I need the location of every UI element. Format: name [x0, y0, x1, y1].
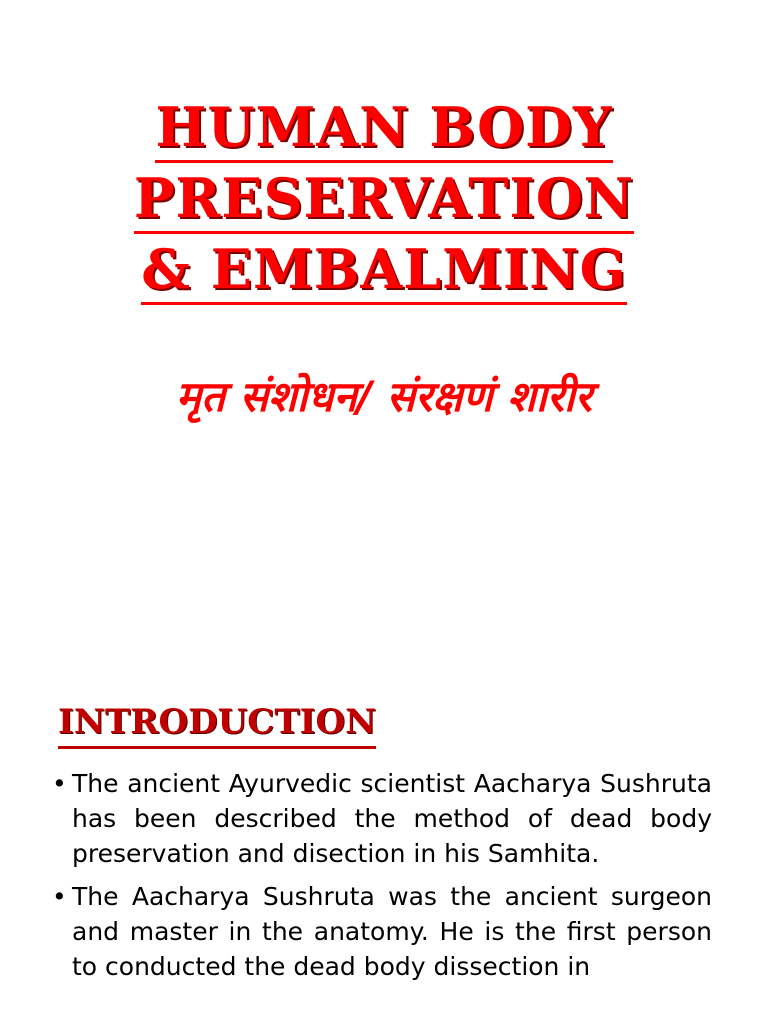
title-line-2: PRESERVATION	[0, 171, 768, 234]
title-line-1: HUMAN BODY	[0, 100, 768, 163]
bullet-text: The ancient Ayurvedic scientist Aacharya Sushruta has been described the method of dead body preservation and disection in his Samhita.	[72, 769, 712, 868]
bullet-item	[52, 766, 712, 871]
hindi-subtitle: मृत संशोधन/ संरक्षणं शारीर	[176, 372, 592, 421]
title-block	[0, 95, 768, 305]
bullet-icon: •	[52, 769, 67, 798]
introduction-heading: INTRODUCTION	[58, 700, 376, 749]
bullet-icon: •	[52, 882, 67, 911]
introduction-bullet-list	[52, 766, 712, 992]
bullet-item	[52, 879, 712, 984]
bullet-text: The Aacharya Sushruta was the ancient surgeon and master in the anatomy. He is the first person to conducted the dead body dissection in	[72, 882, 712, 981]
title-line-3: & EMBALMING	[0, 242, 768, 305]
